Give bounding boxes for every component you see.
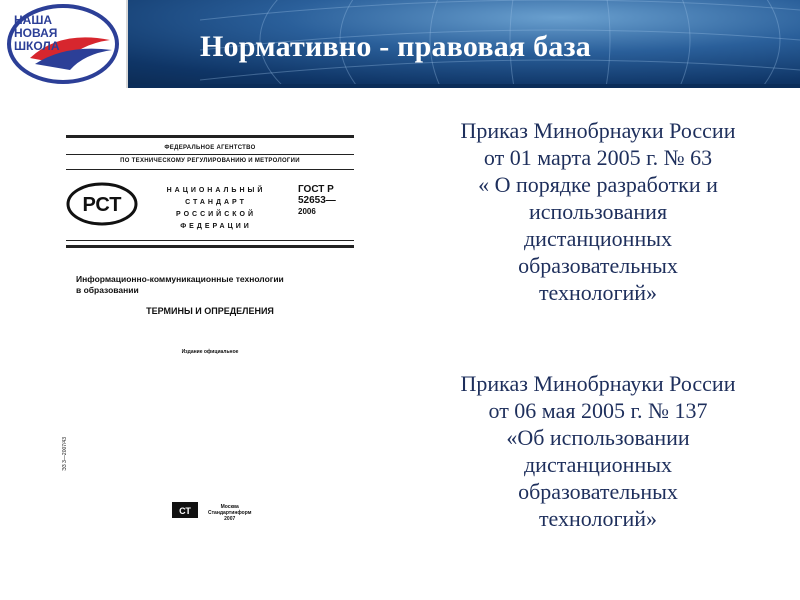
order-63-line-2: от 01 марта 2005 г. № 63	[483, 145, 713, 170]
publisher-line-2: Стандартинформ	[208, 510, 252, 516]
doc-subtitle: ТЕРМИНЫ И ОПРЕДЕЛЕНИЯ	[146, 306, 274, 316]
gost-line-1: ГОСТ Р	[298, 184, 334, 195]
doc-rule	[66, 169, 354, 170]
standard-line-4: ФЕДЕРАЦИИ	[180, 223, 252, 230]
order-137-line-6: технологий»	[538, 506, 658, 531]
doc-rule-thick	[66, 245, 354, 248]
rst-emblem-icon	[66, 182, 138, 226]
order-63-text	[410, 117, 786, 306]
order-63-line-6: образовательных	[518, 253, 678, 278]
standard-line-2: СТАНДАРТ	[185, 199, 247, 206]
doc-rule	[66, 154, 354, 155]
doc-edition: Издание официальное	[181, 349, 239, 355]
logo	[0, 0, 128, 88]
doc-rule-top	[66, 135, 354, 138]
order-137-line-5: образовательных	[518, 479, 678, 504]
standard-line-1: НАЦИОНАЛЬНЫЙ	[166, 187, 266, 194]
order-63-line-1: Приказ Минобрнауки России	[460, 118, 736, 143]
publisher-line-1: Москва	[220, 504, 239, 510]
doc-agency-line-1: ФЕДЕРАЛЬНОЕ АГЕНТСТВО	[164, 145, 256, 151]
publisher-line-3: 2007	[224, 516, 236, 522]
doc-publisher	[208, 504, 251, 522]
doc-agency-line-2: ПО ТЕХНИЧЕСКОМУ РЕГУЛИРОВАНИЮ И МЕТРОЛОГИИ	[120, 158, 300, 164]
national-standard-label	[156, 185, 276, 233]
order-137-line-3: «Об использовании	[506, 425, 690, 450]
doc-title-line-2: в образовании	[76, 285, 139, 295]
order-63-line-7: технологий»	[538, 280, 658, 305]
gost-document-cover	[60, 125, 360, 545]
logo-line-3: ШКОЛА	[14, 39, 60, 53]
order-137-text	[410, 370, 786, 532]
doc-rule	[66, 240, 354, 241]
order-63-line-4: использования	[528, 199, 668, 224]
order-137-line-1: Приказ Минобрнауки России	[460, 371, 736, 396]
doc-title	[76, 274, 356, 296]
order-63-line-3: « О порядке разработки и	[478, 172, 718, 197]
page-title: Нормативно - правовая база	[200, 30, 591, 63]
doc-side-code: ЭЗ 3—2007/43	[62, 437, 68, 471]
standard-line-3: РОССИЙСКОЙ	[176, 211, 256, 218]
doc-title-line-1: Информационно-коммуникационные технологии	[76, 274, 284, 284]
svg-text:РСТ: РСТ	[82, 194, 122, 216]
gost-line-2: 52653—	[298, 195, 336, 206]
order-137-line-2: от 06 мая 2005 г. № 137	[488, 398, 708, 423]
gost-line-3: 2006	[298, 207, 316, 216]
svg-text:СТ: СТ	[179, 506, 191, 516]
publisher-logo-icon	[172, 502, 198, 518]
gost-number	[298, 184, 336, 217]
order-63-line-5: дистанционных	[523, 226, 673, 251]
order-137-line-4: дистанционных	[523, 452, 673, 477]
logo-line-2: НОВАЯ	[14, 26, 58, 40]
logo-line-1: НАША	[14, 13, 53, 27]
